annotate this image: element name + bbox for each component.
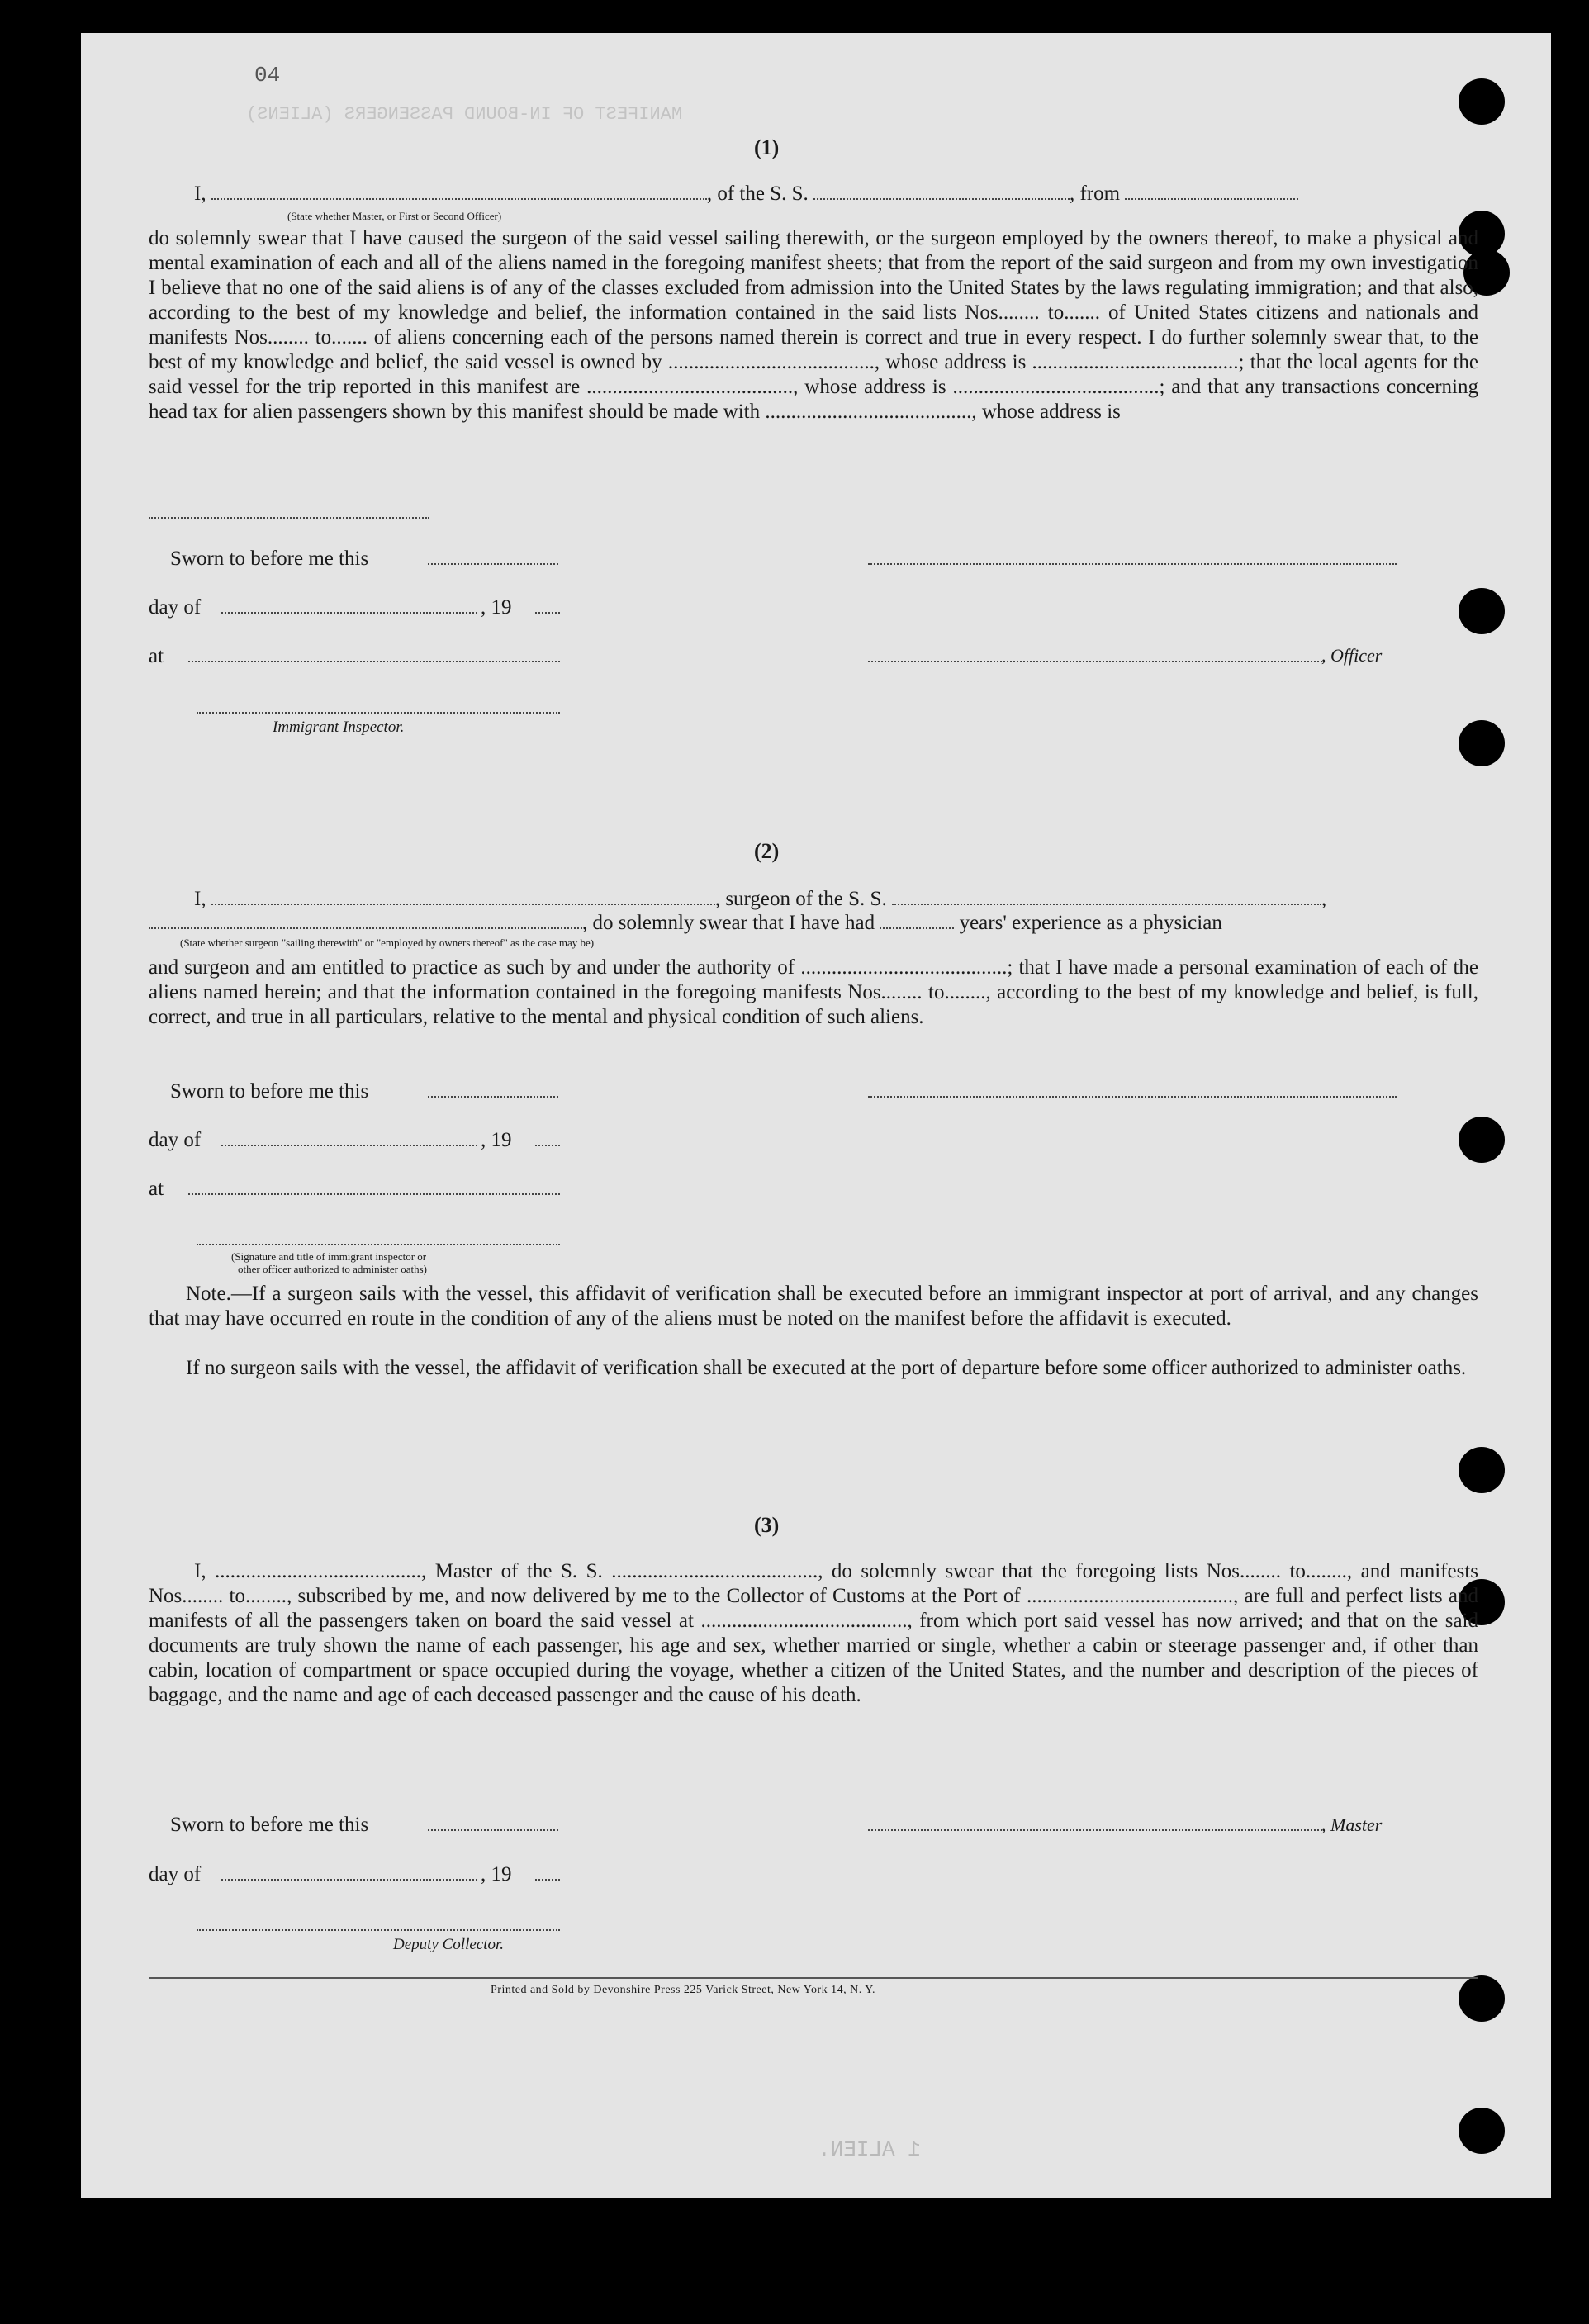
inspector-signature-line[interactable] [197,712,560,714]
punch-hole [1459,78,1505,125]
section-1-oath-paragraph: do solemnly swear that I have caused the surgeon of the said vessel sailing therewith, or the surgeon employed by the owners thereof, to make a physical and mental examination of each and all of the aliens named in the foregoing manifest sheets; that from the report of the said surgeon and from my own investigation I believe that no one of the said aliens is of any of the classes excluded from admission into the United States by the laws regulating immigration; and that also, according to the best of my knowledge and belief, the information contained in the said lists Nos........ to....... of United States citizens and nationals and manifests Nos........ to....... of aliens concerning each of the persons named therein is correct and true in every respect. I do further solemnly swear that, to the best of my knowledge and belief, the said vessel is owned by ........................................, whose address is ........................................; that the local agents for the said vessel for the trip reported in this manifest are ........................................, whose address is ........................................; and that any transactions concerning head tax for alien passengers shown by this manifest should be made with ........................................, whose address is [149,227,1478,423]
punch-hole [1459,2108,1505,2154]
swear-label: , do solemnly swear that I have had [582,912,875,934]
surgeon-status-caption: (State whether surgeon "sailing therewith" or "employed by owners thereof" as the case may be) [180,937,595,949]
sworn-day-field-2[interactable] [428,1096,558,1098]
month-field-3[interactable] [221,1879,477,1881]
sworn-label-3: Sworn to before me this [170,1814,369,1836]
sworn-label-1: Sworn to before me this [170,548,369,570]
of-ss-label: , of the S. S. [706,183,809,205]
sworn-day-field-1[interactable] [428,563,558,565]
section-3-paragraph: I, ........................................, Master of the S. S. ........................................, do solemnly swear that the foregoing lists Nos........ to........, and manifests Nos........ to........, subscribed by me, and now delivered by me to the Collector of Customs at the Port of ........................................, are full and perfect lists and manifests of all the passengers taken on board the said vessel at ........................................, from which port said vessel has now arrived; and that on the said documents are truly shown the name of each passenger, his age and sex, whether married or single, whether a cabin or steerage passenger and, if other than cabin, location of compartment or space occupied during the voyage, whether a citizen of the United States, and the number and description of the pieces of baggage, and the name and age of each deceased passenger and the cause of his death. [149,1560,1478,1706]
years-label: years' experience as a physician [959,912,1222,934]
day-of-label-3: day of [149,1863,202,1885]
footer-rule [149,1977,1478,1979]
deputy-collector-label: Deputy Collector. [393,1936,505,1953]
address-continuation-field[interactable] [149,517,429,519]
collector-signature-line[interactable] [197,1929,560,1931]
sworn-day-field-3[interactable] [428,1829,558,1831]
officer-label: , Officer [1321,645,1383,666]
vessel-name-field[interactable] [813,182,1070,200]
officer-rank-caption: (State whether Master, or First or Second Officer) [287,210,502,222]
officer-name-field[interactable] [211,182,707,200]
year-field-3[interactable] [535,1879,560,1881]
section-2-line-1: I, , surgeon of the S. S. , [194,888,1327,910]
year-field-2[interactable] [535,1145,560,1146]
bleed-through-title: MANIFEST OF IN-BOUND PASSENGERS (ALIENS) [246,104,683,125]
sworn-label-2: Sworn to before me this [170,1080,369,1103]
master-signature-line[interactable] [868,1829,1322,1831]
at-place-field-1[interactable] [188,661,560,662]
back-stamp-bleed-through: 1 ALIEN. [818,2137,921,2162]
officer-signature-line-1[interactable] [868,563,1397,565]
no-surgeon-note-paragraph: If no surgeon sails with the vessel, the affidavit of verification shall be executed at the port of departure before some officer authorized to administer oaths. [186,1357,1467,1379]
i-label-2: I, [194,888,206,910]
from-label: , from [1070,183,1121,205]
immigrant-inspector-label: Immigrant Inspector. [273,719,405,736]
from-port-field[interactable] [1125,182,1298,200]
at-label-2: at [149,1178,164,1200]
punch-hole [1459,588,1505,634]
years-experience-field[interactable] [880,911,954,929]
section-2-paragraph: and surgeon and am entitled to practice as such by and under the authority of ........................................; that I have made a personal examination of each of the aliens named herein; and that the information contained in the foregoing manifests Nos........ to........, according to the best of my knowledge and belief, is full, correct, and true in all particulars, relative to the mental and physical condition of such aliens. [149,956,1478,1028]
surgeon-note-paragraph: Note.—If a surgeon sails with the vessel, this affidavit of verification shall be executed before an immigrant inspector at port of arrival, and any changes that may have occurred en route in the condition of any of the aliens must be noted on the manifest before the affidavit is executed. [149,1283,1478,1330]
signature-caption-2: other officer authorized to administer oaths) [238,1263,427,1275]
month-field-1[interactable] [221,612,477,614]
year-label-2: , 19 [481,1129,512,1151]
section-1-line-1 [194,182,1298,206]
year-label-1: , 19 [481,596,512,619]
document-page [81,33,1551,2198]
day-of-label-1: day of [149,596,202,619]
printer-imprint: Printed and Sold by Devonshire Press 225 Varick Street, New York 14, N. Y. [491,1984,876,1996]
surgeon-vessel-field[interactable] [892,887,1321,905]
surgeon-name-field[interactable] [211,887,715,905]
punch-hole [1459,1117,1505,1163]
year-field-1[interactable] [535,612,560,614]
bleed-through-page-number: 04 [254,63,281,88]
surgeon-of-label: , surgeon of the S. S. [714,888,887,910]
at-place-field-2[interactable] [188,1193,560,1195]
surgeon-signature-line[interactable] [868,1096,1397,1098]
i-label: I, [194,183,206,205]
at-label-1: at [149,645,164,667]
officer-signature-line-2[interactable] [868,661,1322,662]
section-2-heading: (2) [754,839,780,863]
surgeon-status-field[interactable] [149,911,582,929]
punch-hole [1459,720,1505,766]
inspector-signature-line-2[interactable] [197,1244,560,1245]
punch-hole [1459,1447,1505,1493]
master-label: , Master [1321,1814,1383,1835]
section-1-heading: (1) [754,135,780,159]
day-of-label-2: day of [149,1129,202,1151]
section-2-line-2 [149,911,1222,935]
section-3-heading: (3) [754,1513,780,1537]
year-label-3: , 19 [481,1863,512,1885]
signature-caption-1: (Signature and title of immigrant inspector or [231,1250,427,1263]
punch-hole [1459,1975,1505,2022]
month-field-2[interactable] [221,1145,477,1146]
